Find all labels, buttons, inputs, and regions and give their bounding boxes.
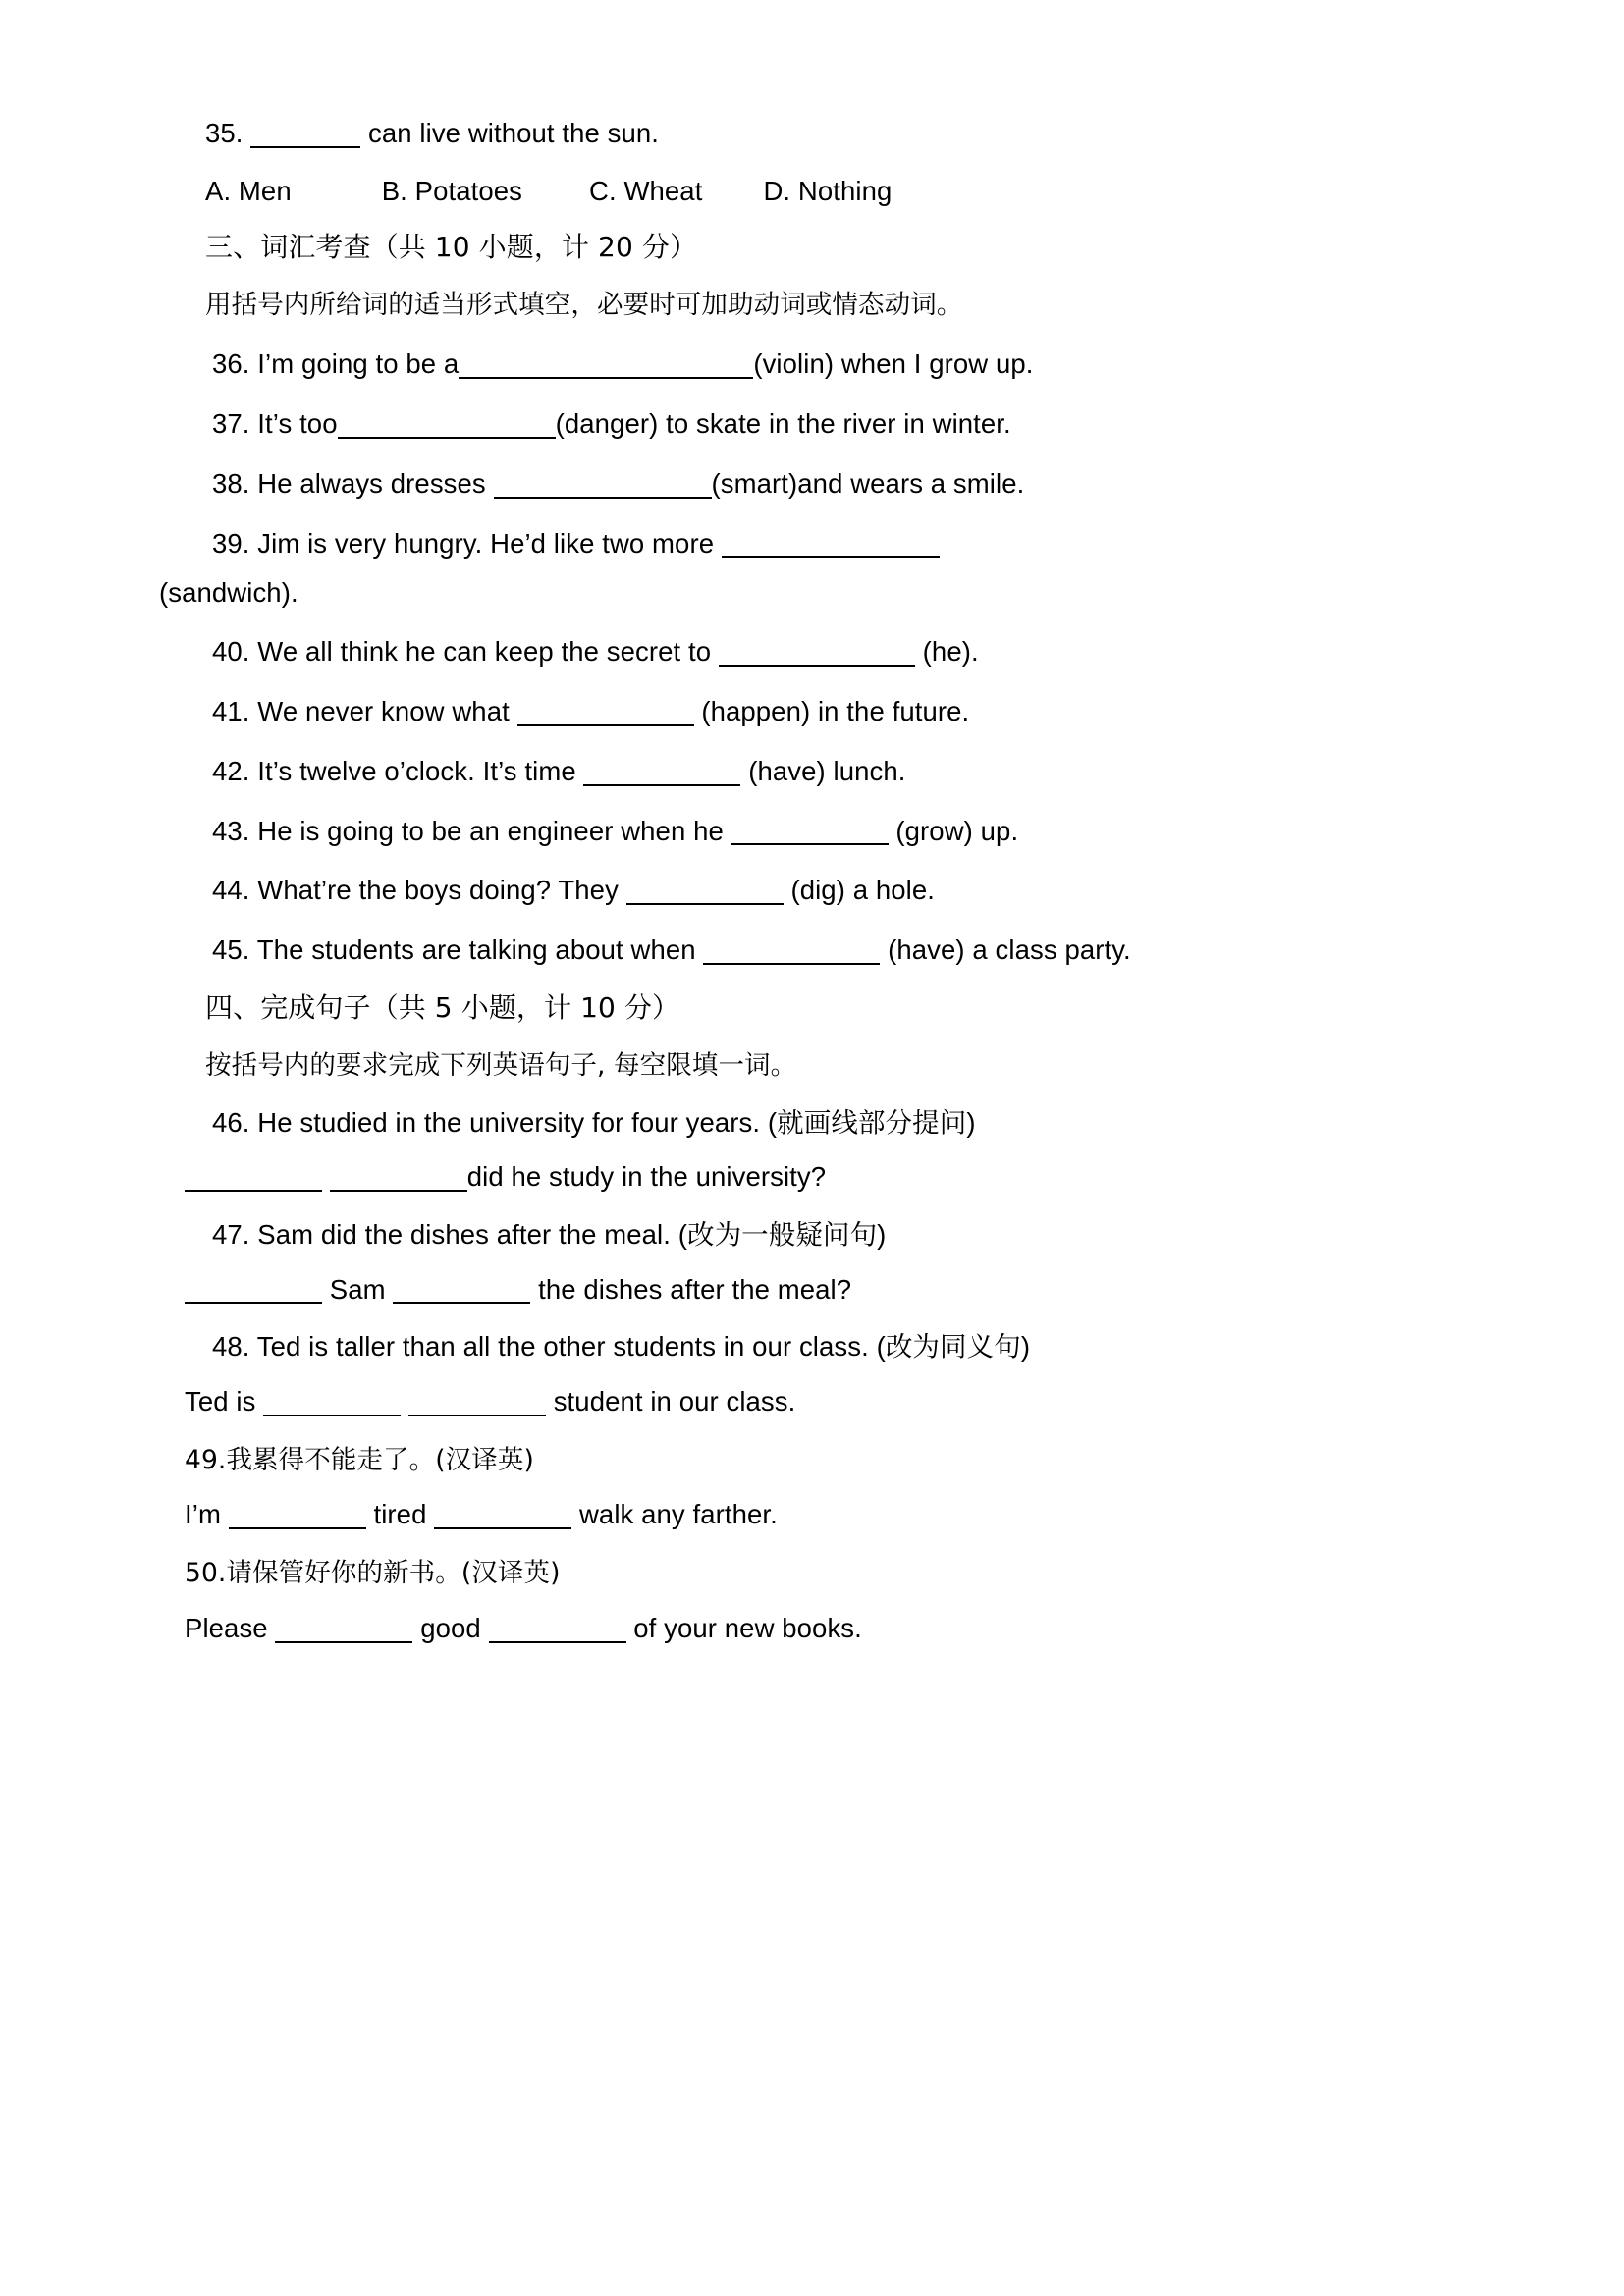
question-45 <box>198 934 1386 965</box>
question-47-blank-2[interactable] <box>393 1274 530 1305</box>
question-42-before: It’s twelve o’clock. It’s time <box>257 755 576 786</box>
question-50-blank-1[interactable] <box>275 1613 412 1643</box>
question-50-answer-line <box>185 1613 1386 1643</box>
option-c[interactable]: C. Wheat <box>589 175 703 206</box>
question-47-prompt: Sam did the dishes after the meal. (改为一般疑问句) <box>257 1219 887 1250</box>
question-48-number: 48. <box>212 1331 250 1362</box>
question-38-after: (smart)and wears a smile. <box>711 467 1025 499</box>
section-3 <box>198 231 1386 264</box>
question-35-stem <box>198 118 1386 148</box>
question-37-blank[interactable] <box>338 408 556 439</box>
question-46-after: did he study in the university? <box>466 1160 827 1192</box>
section-4 <box>198 991 1386 1025</box>
question-35-options <box>198 175 1386 206</box>
option-b[interactable]: B. Potatoes <box>381 175 523 206</box>
question-46-answer-line <box>185 1161 1386 1192</box>
question-46-blank-2[interactable] <box>330 1161 467 1192</box>
question-50-mid: good <box>420 1612 481 1643</box>
question-46-number: 46. <box>212 1106 250 1138</box>
question-48-answer-line <box>185 1386 1386 1416</box>
question-44-before: What’re the boys doing? They <box>257 875 619 906</box>
option-a[interactable]: A. Men <box>205 175 292 206</box>
question-48-blank-2[interactable] <box>408 1386 546 1416</box>
question-42-blank[interactable] <box>583 756 740 786</box>
question-50-prompt: 50.请保管好你的新书。(汉译英) <box>185 1558 561 1589</box>
question-48 <box>185 1331 1386 1416</box>
question-49-blank-2[interactable] <box>434 1499 571 1529</box>
question-39-number: 39. <box>212 527 250 559</box>
question-46-blank-1[interactable] <box>185 1161 322 1192</box>
question-49-mid: tired <box>373 1499 427 1530</box>
page-content <box>159 117 1386 1661</box>
section-3-heading: 三、词汇考查（共 10 小题，计 20 分） <box>205 231 698 264</box>
question-46 <box>198 1106 1386 1192</box>
question-40-before: We all think he can keep the secret to <box>257 635 712 667</box>
question-49-blank-1[interactable] <box>229 1499 366 1529</box>
question-41-after: (happen) in the future. <box>701 695 970 726</box>
question-41 <box>198 696 1386 726</box>
question-48-after: student in our class. <box>553 1385 796 1416</box>
question-45-after: (have) a class party. <box>888 934 1131 966</box>
question-48-blank-1[interactable] <box>263 1386 401 1416</box>
question-41-blank[interactable] <box>517 696 694 726</box>
question-44-after: (dig) a hole. <box>790 875 935 906</box>
question-48-prompt: Ted is taller than all the other students in our class. (改为同义句) <box>256 1331 1031 1362</box>
question-42-after: (have) lunch. <box>748 755 906 786</box>
question-43-before: He is going to be an engineer when he <box>257 815 724 846</box>
question-44-blank[interactable] <box>626 875 784 905</box>
question-38-number: 38. <box>212 467 250 499</box>
option-d[interactable]: D. Nothing <box>763 175 893 206</box>
question-50-blank-2[interactable] <box>489 1613 626 1643</box>
question-43-after: (grow) up. <box>895 815 1019 846</box>
question-47-mid: Sam <box>329 1273 386 1305</box>
section-4-instruction-row <box>198 1051 1386 1080</box>
question-36-before: I’m going to be a <box>257 347 460 379</box>
question-47-blank-1[interactable] <box>185 1274 322 1305</box>
question-45-before: The students are talking about when <box>256 934 696 966</box>
question-36 <box>198 348 1386 379</box>
question-40-blank[interactable] <box>719 636 915 667</box>
question-40-number: 40. <box>212 635 250 667</box>
question-50 <box>185 1558 1386 1643</box>
question-40-after: (he). <box>922 635 979 667</box>
question-35-number: 35. <box>205 117 244 148</box>
question-43-blank[interactable] <box>731 816 889 846</box>
question-37-before: It’s too <box>257 407 338 439</box>
question-39-continuation: (sandwich). <box>159 577 298 609</box>
section-4-instruction: 按括号内的要求完成下列英语句子, 每空限填一词。 <box>205 1050 797 1082</box>
question-38-blank[interactable] <box>494 468 712 499</box>
question-49 <box>185 1444 1386 1530</box>
question-38 <box>198 468 1386 499</box>
question-50-after: of your new books. <box>633 1612 862 1643</box>
question-38-before: He always dresses <box>257 467 486 499</box>
question-41-before: We never know what <box>257 695 510 726</box>
question-45-blank[interactable] <box>703 934 880 965</box>
question-37-after: (danger) to skate in the river in winter. <box>555 407 1011 439</box>
question-50-before: Please <box>185 1612 268 1643</box>
question-47 <box>198 1221 1386 1304</box>
question-41-number: 41. <box>212 695 250 726</box>
question-44 <box>198 875 1386 905</box>
question-37 <box>198 408 1386 439</box>
question-39 <box>159 527 1386 609</box>
question-48-before: Ted is <box>185 1385 256 1416</box>
question-39-blank[interactable] <box>722 528 940 559</box>
question-36-number: 36. <box>212 347 250 379</box>
question-40 <box>198 636 1386 667</box>
question-36-blank[interactable] <box>459 348 753 379</box>
question-44-number: 44. <box>212 875 250 906</box>
question-36-after: (violin) when I grow up. <box>753 347 1034 379</box>
question-49-answer-line <box>185 1499 1386 1529</box>
question-42 <box>198 756 1386 786</box>
question-35-blank[interactable] <box>250 118 360 148</box>
question-39-before: Jim is very hungry. He’d like two more <box>257 527 715 559</box>
question-49-prompt: 49.我累得不能走了。(汉译英) <box>185 1444 534 1475</box>
question-43 <box>198 816 1386 846</box>
question-47-number: 47. <box>212 1219 250 1250</box>
question-42-number: 42. <box>212 755 250 786</box>
question-37-number: 37. <box>212 407 250 439</box>
question-49-before: I’m <box>185 1499 221 1530</box>
question-47-answer-line <box>185 1274 1386 1305</box>
section-4-heading: 四、完成句子（共 5 小题，计 10 分） <box>205 991 680 1025</box>
question-35-text: can live without the sun. <box>368 117 660 148</box>
question-35 <box>198 118 1386 148</box>
section-3-instruction-row <box>198 291 1386 319</box>
question-46-prompt: He studied in the university for four years. (就画线部分提问) <box>257 1106 976 1138</box>
question-49-after: walk any farther. <box>578 1499 778 1530</box>
question-45-number: 45. <box>212 934 250 966</box>
question-43-number: 43. <box>212 815 250 846</box>
section-3-instruction: 用括号内所给词的适当形式填空，必要时可加助动词或情态动词。 <box>205 290 963 321</box>
question-47-after: the dishes after the meal? <box>538 1273 852 1305</box>
